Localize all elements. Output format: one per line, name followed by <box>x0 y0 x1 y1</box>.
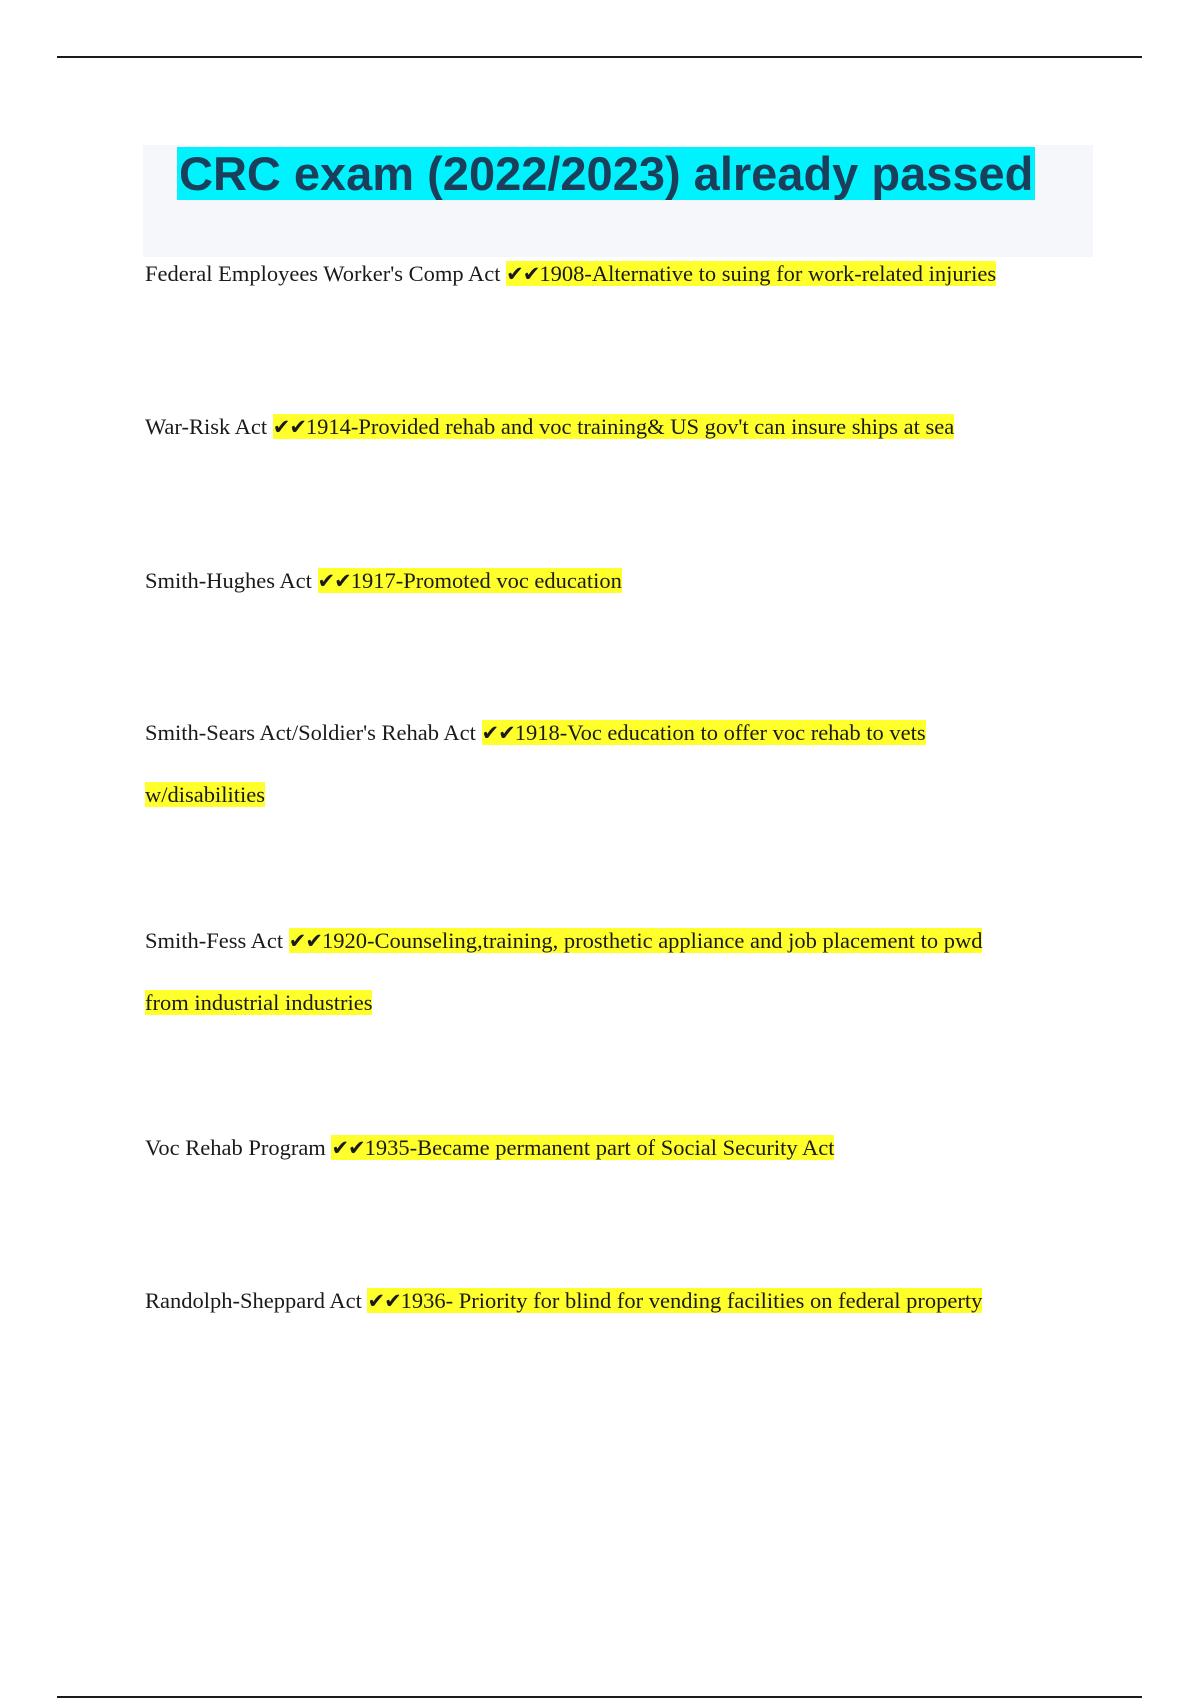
entry-definition-continuation: from industrial industries <box>145 990 373 1015</box>
double-check-icon: ✔✔ <box>331 1136 365 1160</box>
entry-term: Federal Employees Worker's Comp Act <box>145 261 501 286</box>
entry-term: Smith-Fess Act <box>145 928 284 953</box>
top-rule <box>57 56 1142 58</box>
entry-answer <box>318 568 622 593</box>
entry-definition: 1935-Became permanent part of Social Security Act <box>364 1135 835 1160</box>
document-title <box>177 145 1035 203</box>
entry-definition: 1920-Counseling,training, prosthetic appliance and job placement to pwd <box>321 928 983 953</box>
bottom-rule <box>57 1696 1142 1698</box>
double-check-icon: ✔✔ <box>288 929 322 953</box>
flashcard-entry <box>145 243 1075 305</box>
flashcard-entry <box>145 910 1075 1033</box>
entry-definition: 1908-Alternative to suing for work-related injuries <box>539 261 997 286</box>
document-title-text: CRC exam (2022/2023) already passed <box>179 147 1034 200</box>
entry-definition: 1914-Provided rehab and voc training& US gov't can insure ships at sea <box>305 414 955 439</box>
double-check-icon: ✔✔ <box>317 569 351 593</box>
double-check-icon: ✔✔ <box>272 415 306 439</box>
flashcard-entry <box>145 1270 1075 1332</box>
flashcard-entry <box>145 550 1075 612</box>
double-check-icon: ✔✔ <box>481 721 515 745</box>
entry-definition-continuation: w/disabilities <box>145 782 265 807</box>
entry-definition: 1936- Priority for blind for vending facilities on federal property <box>400 1288 983 1313</box>
flashcard-entry <box>145 1117 1075 1179</box>
entry-answer <box>331 1135 834 1160</box>
entry-answer <box>506 261 996 286</box>
entry-term: Smith-Hughes Act <box>145 568 312 593</box>
entry-answer <box>273 414 955 439</box>
entry-term: Randolph-Sheppard Act <box>145 1288 362 1313</box>
entry-answer <box>367 1288 982 1313</box>
entry-term: Smith-Sears Act/Soldier's Rehab Act <box>145 720 476 745</box>
double-check-icon: ✔✔ <box>367 1289 401 1313</box>
entry-term: War-Risk Act <box>145 414 268 439</box>
entry-answer <box>289 928 983 953</box>
flashcard-entry <box>145 396 1075 458</box>
double-check-icon: ✔✔ <box>506 262 540 286</box>
entry-term: Voc Rehab Program <box>145 1135 326 1160</box>
entry-answer <box>482 720 926 745</box>
flashcard-entry <box>145 702 1075 825</box>
entry-definition: 1918-Voc education to offer voc rehab to vets <box>514 720 926 745</box>
entry-definition: 1917-Promoted voc education <box>350 568 622 593</box>
